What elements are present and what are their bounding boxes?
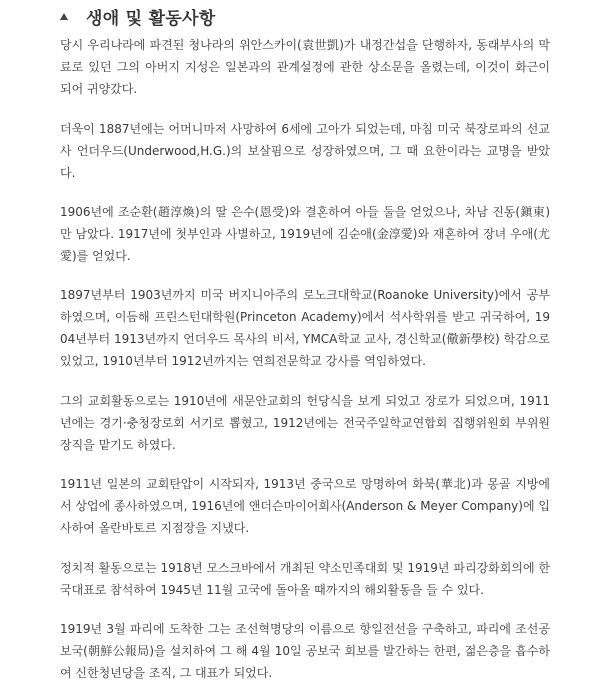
triangle-up-icon [60, 13, 68, 20]
paragraph-4: 1897년부터 1903년까지 미국 버지니아주의 로노크대학교(Roanoke University)에서 공부하였으며, 이듬해 프린스턴대학원(Princeton Academy)에서 석사학위를 받고 귀국하여, 1904년부터 1913년까지 언더우드 목사의 비서, YMCA학교 교사, 경신학교(儆新學校) 학감으로 있었고, 1910년부터 1912년까지는 연희전문학교 강사를 역임하였다. [60, 288, 550, 368]
paragraph-3: 1906년에 조순환(趙淳煥)의 딸 은수(恩受)와 결혼하여 아들 둘을 얻었으나, 차남 진동(鎭東)만 남았다. 1917년에 첫부인과 사별하고, 1919년에 김순애(金淳愛)와 재혼하여 장녀 우애(尤愛)를 얻었다. [60, 205, 550, 263]
paragraph-1: 당시 우리나라에 파견된 청나라의 위안스카이(袁世凱)가 내정간섭을 단행하자, 동래부사의 막료로 있던 그의 아버지 지성은 일본과의 관계설정에 관한 상소문을 올렸는데, 이것이 화근이 되어 귀양갔다. [60, 38, 550, 96]
paragraph-7: 정치적 활동으로는 1918년 모스크바에서 개최된 약소민족대회 및 1919년 파리강화회의에 한국대표로 참석하여 1945년 11월 고국에 돌아올 때까지의 해외활동을 들 수 있다. [60, 561, 550, 597]
section-title: 생애 및 활동사항 [86, 8, 216, 29]
paragraph-5: 그의 교회활동으로는 1910년에 새문안교회의 헌당식을 보게 되었고 장로가 되었으며, 1911년에는 경기·충청장로회 서기로 뽑혔고, 1912년에는 전국주일학교연합회 집행위원회 부위원장직을 맡기도 하였다. [60, 394, 550, 452]
section-header [60, 4, 216, 28]
paragraph-2: 더욱이 1887년에는 어머니마저 사망하여 6세에 고아가 되었는데, 마침 미국 북장로파의 선교사 언더우드(Underwood,H.G.)의 보살핌으로 성장하였으며, 그 때 요한이라는 교명을 받았다. [60, 122, 550, 180]
paragraph-6: 1911년 일본의 교회탄압이 시작되자, 1913년 중국으로 망명하여 화북(華北)과 몽골 지방에서 상업에 종사하였으며, 1916년에 앤더슨마이어회사(Anderson & Meyer Company)에 입사하여 올란바토르 지점장을 지냈다. [60, 477, 550, 535]
paragraph-8: 1919년 3월 파리에 도착한 그는 조선혁명당의 이름으로 항일전선을 구축하고, 파리에 조선공보국(朝鮮公報局)을 설치하여 그 해 4월 10일 공보국 회보를 발간하는 한편, 젊은층을 흡수하여 신한청년당을 조직, 그 대표가 되었다. [60, 622, 550, 680]
